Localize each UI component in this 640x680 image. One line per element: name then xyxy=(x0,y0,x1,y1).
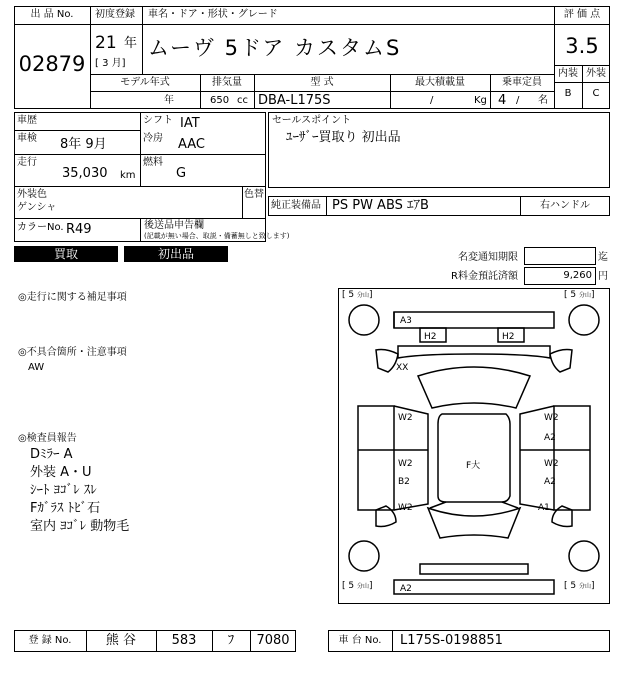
tire-br-text: [ 5 xyxy=(564,581,579,591)
kaitori-badge: 買取 xyxy=(14,246,118,262)
mark-hood-left: XX xyxy=(396,363,409,373)
docs-label: 後送品申告欄 xyxy=(144,220,204,231)
capacity-sep: / xyxy=(516,95,520,106)
tire-rear-left-icon xyxy=(349,541,379,571)
handle-value: 右ハンドル xyxy=(540,200,590,211)
svg-text:[ 5 分山]: [ 5 分山] xyxy=(564,581,595,591)
chassis-label: 車 台 No. xyxy=(338,635,382,646)
mark-right-rear-door-lower: A2 xyxy=(544,477,556,487)
mileage-label: 走行 xyxy=(17,157,37,168)
tire-front-right-icon xyxy=(569,305,599,335)
car-diagram xyxy=(338,288,610,604)
mark-headlight-left: H2 xyxy=(424,332,437,342)
ext-color-value: ゲンシャ xyxy=(17,202,57,213)
exterior-score: C xyxy=(592,88,600,99)
mileage-unit: km xyxy=(120,170,136,181)
tire-front-left-icon xyxy=(349,305,379,335)
first-reg-year-unit: 年 xyxy=(124,36,138,51)
shift-label: シフト xyxy=(143,115,173,126)
supplement-label: ◎走行に関する補足事項 xyxy=(18,292,127,303)
svg-text:[ 5 分山]: [ 5 分山] xyxy=(342,581,373,591)
registration-label: 登 録 No. xyxy=(28,635,72,646)
recycle-value: 9,260 xyxy=(563,270,592,281)
equipment-value: PS PW ABS ｴｱB xyxy=(332,198,429,213)
type-value: DBA-L175S xyxy=(258,93,331,108)
ac-value: AAC xyxy=(178,137,205,152)
svg-text:[ 5 分山]: [ 5 分山] xyxy=(342,290,373,300)
max-load-label: 最大積載量 xyxy=(415,77,465,88)
capacity-unit: 名 xyxy=(538,95,548,106)
front-bumper-icon xyxy=(394,312,554,328)
mark-front-bumper: A3 xyxy=(400,316,412,326)
mark-headlight-right: H2 xyxy=(502,332,515,342)
color-no-value: R49 xyxy=(66,222,92,237)
inspector-line: Fｶﾞﾗｽ ﾄﾋﾞ石 xyxy=(30,501,101,516)
mark-right-rear-quarter: A1 xyxy=(538,503,550,513)
mark-right-rear-door-upper: W2 xyxy=(544,459,559,469)
capacity-value: 4 xyxy=(498,93,507,108)
first-reg-year: 21 xyxy=(95,33,117,53)
mark-right-front-door-lower: A2 xyxy=(544,433,556,443)
title-label: 車名・ドア・形状・グレード xyxy=(148,9,278,20)
tire-bl-text: [ 5 xyxy=(342,581,357,591)
inspector-label: ◎検査員報告 xyxy=(18,433,77,444)
recycle-label: R料金預託済額 xyxy=(451,271,518,282)
color-change-label: 色替 xyxy=(244,189,264,200)
sales-point-value: ﾕｰｻﾞｰ買取り 初出品 xyxy=(286,130,401,145)
registration-city: 熊 谷 xyxy=(105,633,137,648)
type-label: 型 式 xyxy=(310,77,334,88)
capacity-label: 乗車定員 xyxy=(502,77,542,88)
car-title: ムーヴ 5ドア カスタムS xyxy=(148,36,402,60)
interior-score: B xyxy=(564,88,572,99)
ext-color-label: 外装色 xyxy=(17,189,47,200)
inspector-line: ｼｰﾄ ﾖｺﾞﾚ ｽﾚ xyxy=(30,483,97,498)
first-reg-label: 初度登録 xyxy=(95,9,135,20)
max-load-value: / xyxy=(430,95,434,106)
lot-label: 出 品 No. xyxy=(30,9,74,20)
docs-note: (記載が無い場合、取説・備蓄無しと致します) xyxy=(144,232,290,240)
score-label: 評 価 点 xyxy=(563,9,601,20)
displacement-label: 排気量 xyxy=(212,77,242,88)
score-value: 3.5 xyxy=(565,34,599,58)
chassis-number: L175S-0198851 xyxy=(400,633,503,648)
inspection-value: 8年 9月 xyxy=(60,137,107,152)
shift-value: IAT xyxy=(180,116,200,131)
inspector-line: 外装 A・U xyxy=(30,465,92,480)
lot-number: 02879 xyxy=(18,52,86,76)
roof-icon xyxy=(438,414,510,502)
inspection-label: 車検 xyxy=(17,133,37,144)
rear-window-icon xyxy=(428,508,520,538)
registration-kana: ﾌ xyxy=(227,633,235,648)
fuel-value: G xyxy=(176,166,187,181)
sales-point-label: セールスポイント xyxy=(272,115,352,126)
svg-text:[ 5 分山]: [ 5 分山] xyxy=(564,290,595,300)
tire-bl-tag: 分山 xyxy=(356,583,369,590)
first-reg-month: [ 3 月] xyxy=(95,58,126,69)
mark-left-front-door-upper: W2 xyxy=(398,413,413,423)
fuel-label: 燃料 xyxy=(143,157,163,168)
mark-left-rear-quarter: W2 xyxy=(398,503,413,513)
tire-rear-right-icon xyxy=(569,541,599,571)
tire-tr-text: [ 5 xyxy=(564,290,579,300)
registration-class: 583 xyxy=(171,633,197,648)
history-label: 車歴 xyxy=(17,115,37,126)
mark-left-rear-door-upper: W2 xyxy=(398,459,413,469)
mark-rear-bumper: A2 xyxy=(400,584,412,594)
inspector-line: Dﾐﾗｰ A xyxy=(30,447,73,462)
tire-tr-tag: 分山 xyxy=(578,292,591,299)
equipment-label: 純正装備品 xyxy=(271,200,321,211)
registration-number: 7080 xyxy=(256,633,290,648)
rear-bumper-icon xyxy=(394,580,554,594)
tire-br-tag: 分山 xyxy=(578,583,591,590)
exterior-label: 外装 xyxy=(586,68,606,79)
first-listing-badge: 初出品 xyxy=(124,246,228,262)
recycle-unit: 円 xyxy=(598,271,608,282)
interior-label: 内装 xyxy=(558,68,578,79)
mark-right-front-door-upper: W2 xyxy=(544,413,559,423)
defects-value: AW xyxy=(28,362,45,373)
ac-label: 冷房 xyxy=(143,133,163,144)
mark-roof: F大 xyxy=(466,461,481,471)
inspector-line: 室内 ﾖｺﾞﾚ 動物毛 xyxy=(30,519,130,534)
displacement-unit: cc xyxy=(237,95,248,106)
displacement-value: 650 xyxy=(210,95,230,106)
name-change-label: 名変通知期限 xyxy=(458,252,518,263)
name-change-field xyxy=(524,247,596,265)
model-year-label: モデル年式 xyxy=(120,77,170,88)
defects-label: ◎不具合箇所・注意事項 xyxy=(18,347,127,358)
tire-tl-text: [ 5 xyxy=(342,290,357,300)
tire-tl-tag: 分山 xyxy=(356,292,369,299)
name-change-unit: 迄 xyxy=(598,252,608,263)
model-year-unit: 年 xyxy=(164,95,174,106)
mileage-value: 35,030 xyxy=(62,166,108,181)
color-no-label: カラーNo. xyxy=(17,222,64,233)
mark-left-rear-door-lower: B2 xyxy=(398,477,410,487)
windshield-icon xyxy=(418,367,530,408)
max-load-unit: Kg xyxy=(474,95,487,106)
